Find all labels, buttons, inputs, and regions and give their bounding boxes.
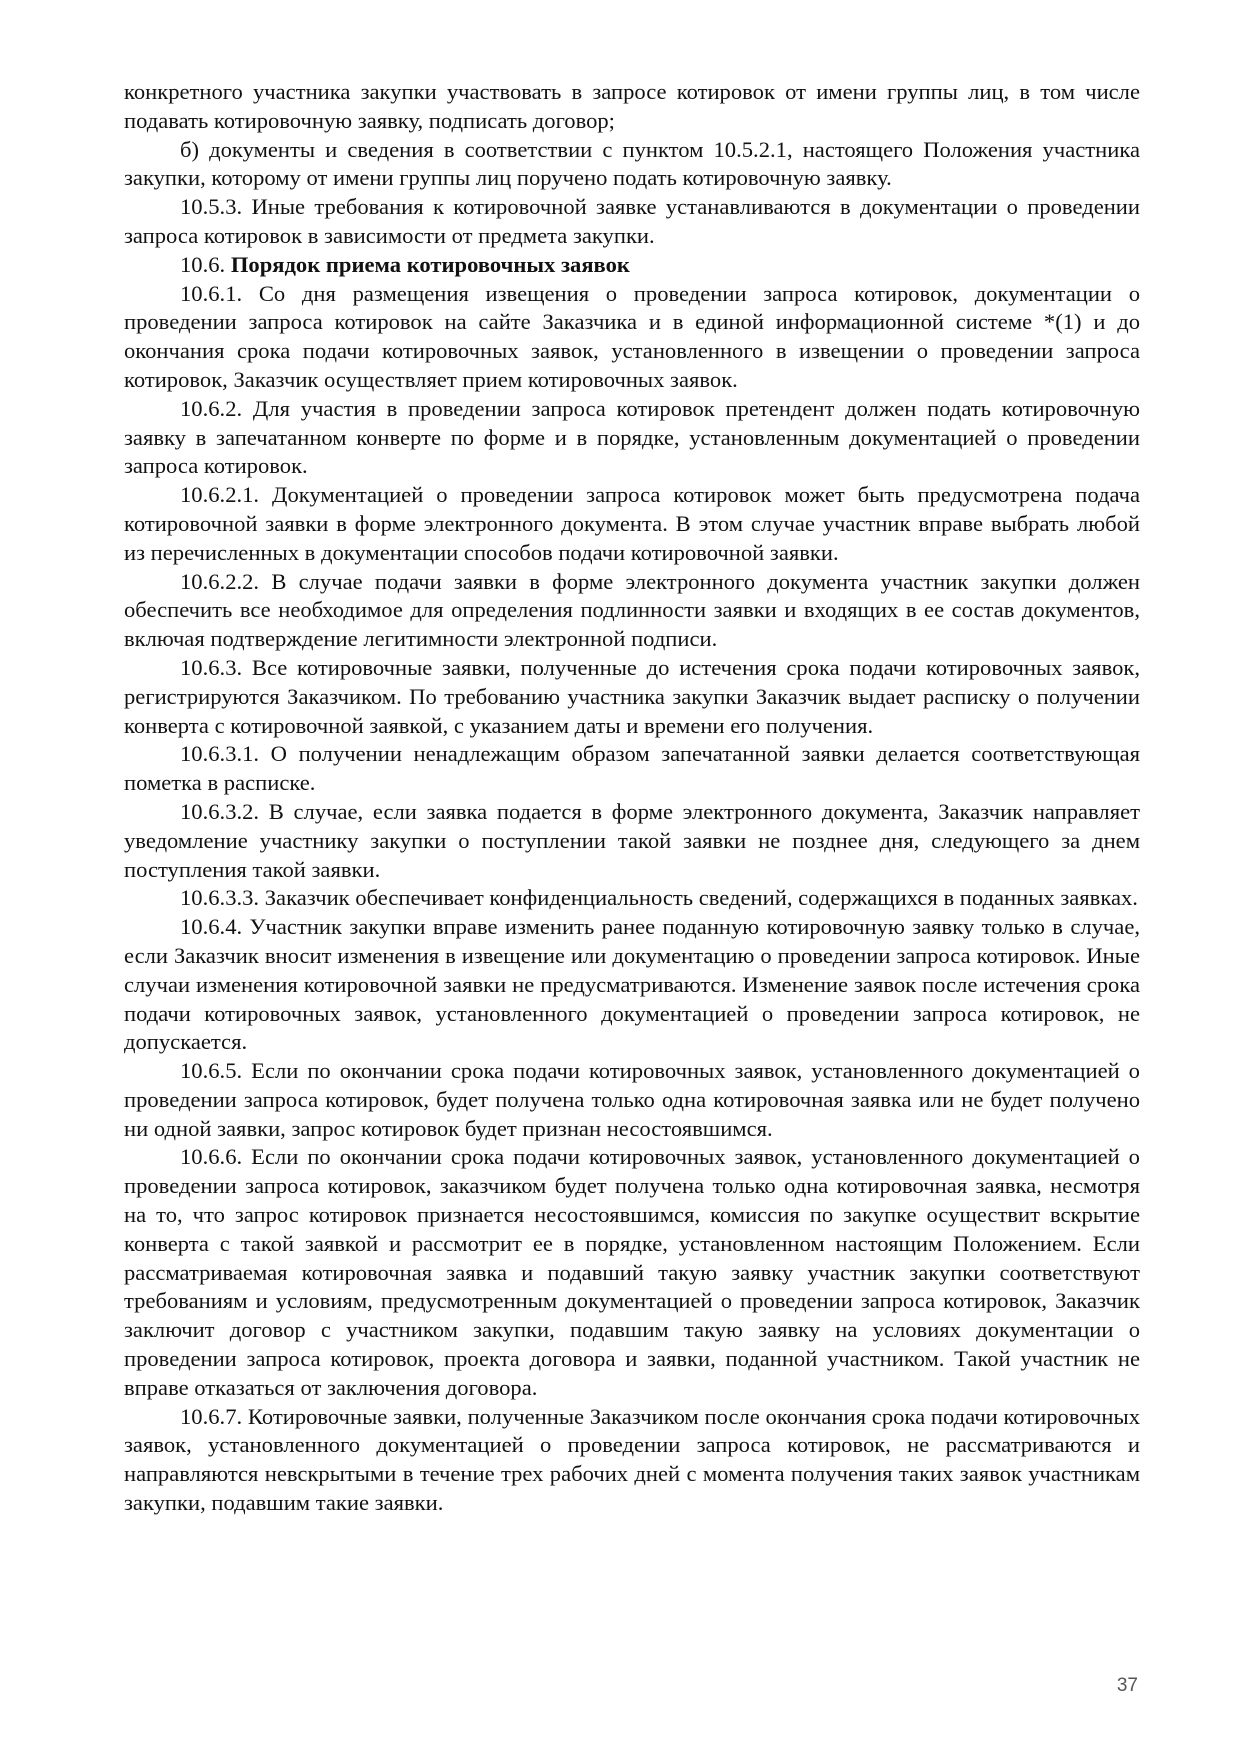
document-body [124, 78, 1140, 1518]
section-number: 10.6.7. [180, 1403, 243, 1429]
section-heading [124, 251, 1140, 280]
section-number: 10.6.3.3. [180, 885, 260, 911]
paragraph-text: О получении ненадлежащим образом запечатанной заявки делается соответствующая пометка в расписке. [124, 741, 1140, 796]
paragraph-text: конкретного участника закупки участвовать в запросе котировок от имени группы лиц, в том числе подавать котировочную заявку, подписать договор; [124, 79, 1140, 133]
paragraph-text: Котировочные заявки, полученные Заказчиком после окончания срока подачи котировочных заявок, установленного документацией о проведении запроса котировок, не рассматриваются и направляются невскрытыми в течение трех рабочих дней с момента получения таких заявок участникам закупки, подавшим такие заявки. [124, 1403, 1140, 1516]
paragraph-text: Иные требования к котировочной заявке устанавливаются в документации о проведении запроса котировок в зависимости от предмета закупки. [124, 194, 1140, 248]
paragraph-text: Участник закупки вправе изменить ранее поданную котировочную заявку только в случае, если Заказчик вносит изменения в извещение или документацию о проведении запроса котировок. Иные случаи изменения котировочной заявки не предусматриваются. Изменение заявок после истечения срока подачи котировочных заявок, установленного документацией о проведении запроса котировок, не допускается. [124, 914, 1140, 1055]
paragraph [124, 481, 1140, 567]
paragraph [124, 136, 1140, 194]
paragraph-text: Все котировочные заявки, полученные до истечения срока подачи котировочных заявок, регистрируются Заказчиком. По требованию участника закупки Заказчик выдает расписку о получении конверта с котировочной заявкой, с указанием даты и времени его получения. [124, 654, 1141, 738]
section-number: 10.6.2.1. [180, 482, 260, 508]
paragraph-text: Если по окончании срока подачи котировочных заявок, установленного документацией о проведении запроса котировок, будет получена только одна котировочная заявка или не будет получено ни одной заявки, запрос котировок будет признан несостоявшимся. [124, 1058, 1140, 1141]
section-number: 10.6.3.1. [180, 741, 260, 767]
paragraph-text: Заказчик обеспечивает конфиденциальность сведений, содержащихся в поданных заявках. [264, 885, 1138, 911]
paragraph [124, 395, 1140, 481]
section-number: 10.6.6. [180, 1144, 243, 1170]
paragraph-text: Для участия в проведении запроса котировок претендент должен подать котировочную заявку в запечатанном конверте по форме и в порядке, установленным документацией о проведении запроса котировок. [124, 395, 1140, 479]
paragraph [124, 913, 1140, 1057]
paragraph-text: В случае, если заявка подается в форме электронного документа, Заказчик направляет уведомление участнику закупки о поступлении такой заявки не позднее дня, следующего за днем поступления такой заявки. [124, 798, 1140, 882]
paragraph-text: В случае подачи заявки в форме электронного документа участник закупки должен обеспечить все необходимое для определения подлинности заявки и входящих в ее состав документов, включая подтверждение легитимности электронной подписи. [124, 568, 1140, 652]
paragraph [124, 884, 1140, 913]
paragraph-text: Если по окончании срока подачи котировочных заявок, установленного документацией о проведении запроса котировок, заказчиком будет получена только одна котировочная заявка, несмотря на то, что запрос котировок признается несостоявшимся, комиссия по закупке осуществит вскрытие конверта с такой заявкой и рассмотрит ее в порядке, установленном настоящим Положением. Если рассматриваемая котировочная заявка и подавший такую заявку участник закупки соответствуют требованиям и условиям, предусмотренным документацией о проведении запроса котировок, Заказчик заключит договор с участником закупки, подавшим такую заявку на условиях документации о проведении запроса котировок, проекта договора и заявки, поданной участником. Такой участник не вправе отказаться от заключения договора. [124, 1144, 1140, 1400]
paragraph [124, 280, 1140, 395]
paragraph [124, 740, 1140, 798]
section-number: 10.6.4. [180, 914, 243, 940]
paragraph [124, 798, 1140, 884]
section-number: 10.6.1. [180, 280, 243, 306]
paragraph [124, 568, 1140, 654]
paragraph-text: Документацией о проведении запроса котировок может быть предусмотрена подача котировочной заявки в форме электронного документа. В этом случае участник вправе выбрать любой из перечисленных в документации способов подачи котировочной заявки. [124, 482, 1140, 565]
paragraph [124, 1403, 1140, 1518]
section-number: 10.6.3. [180, 654, 243, 680]
section-number: 10.6. [180, 251, 226, 277]
page-number: 37 [1116, 1675, 1138, 1696]
section-number: 10.6.2.2. [180, 568, 260, 594]
section-number: 10.6.3.2. [180, 798, 260, 824]
paragraph-text: б) документы и сведения в соответствии с пунктом 10.5.2.1, настоящего Положения участника закупки, которому от имени группы лиц поручено подать котировочную заявку. [124, 136, 1140, 191]
paragraph [124, 193, 1140, 251]
section-number: 10.5.3. [180, 194, 243, 220]
paragraph-text: Со дня размещения извещения о проведении запроса котировок, документации о проведении запроса котировок на сайте Заказчика и в единой информационной системе *(1) и до окончания срока подачи котировочных заявок, установленного в извещении о проведении запроса котировок, Заказчик осуществляет прием котировочных заявок. [124, 280, 1140, 392]
paragraph [124, 1143, 1140, 1402]
paragraph [124, 654, 1140, 740]
paragraph [124, 78, 1140, 136]
section-number: 10.6.2. [180, 395, 243, 421]
paragraph [124, 1057, 1140, 1143]
section-heading-text: Порядок приема котировочных заявок [230, 251, 630, 277]
section-number: 10.6.5. [180, 1058, 243, 1084]
